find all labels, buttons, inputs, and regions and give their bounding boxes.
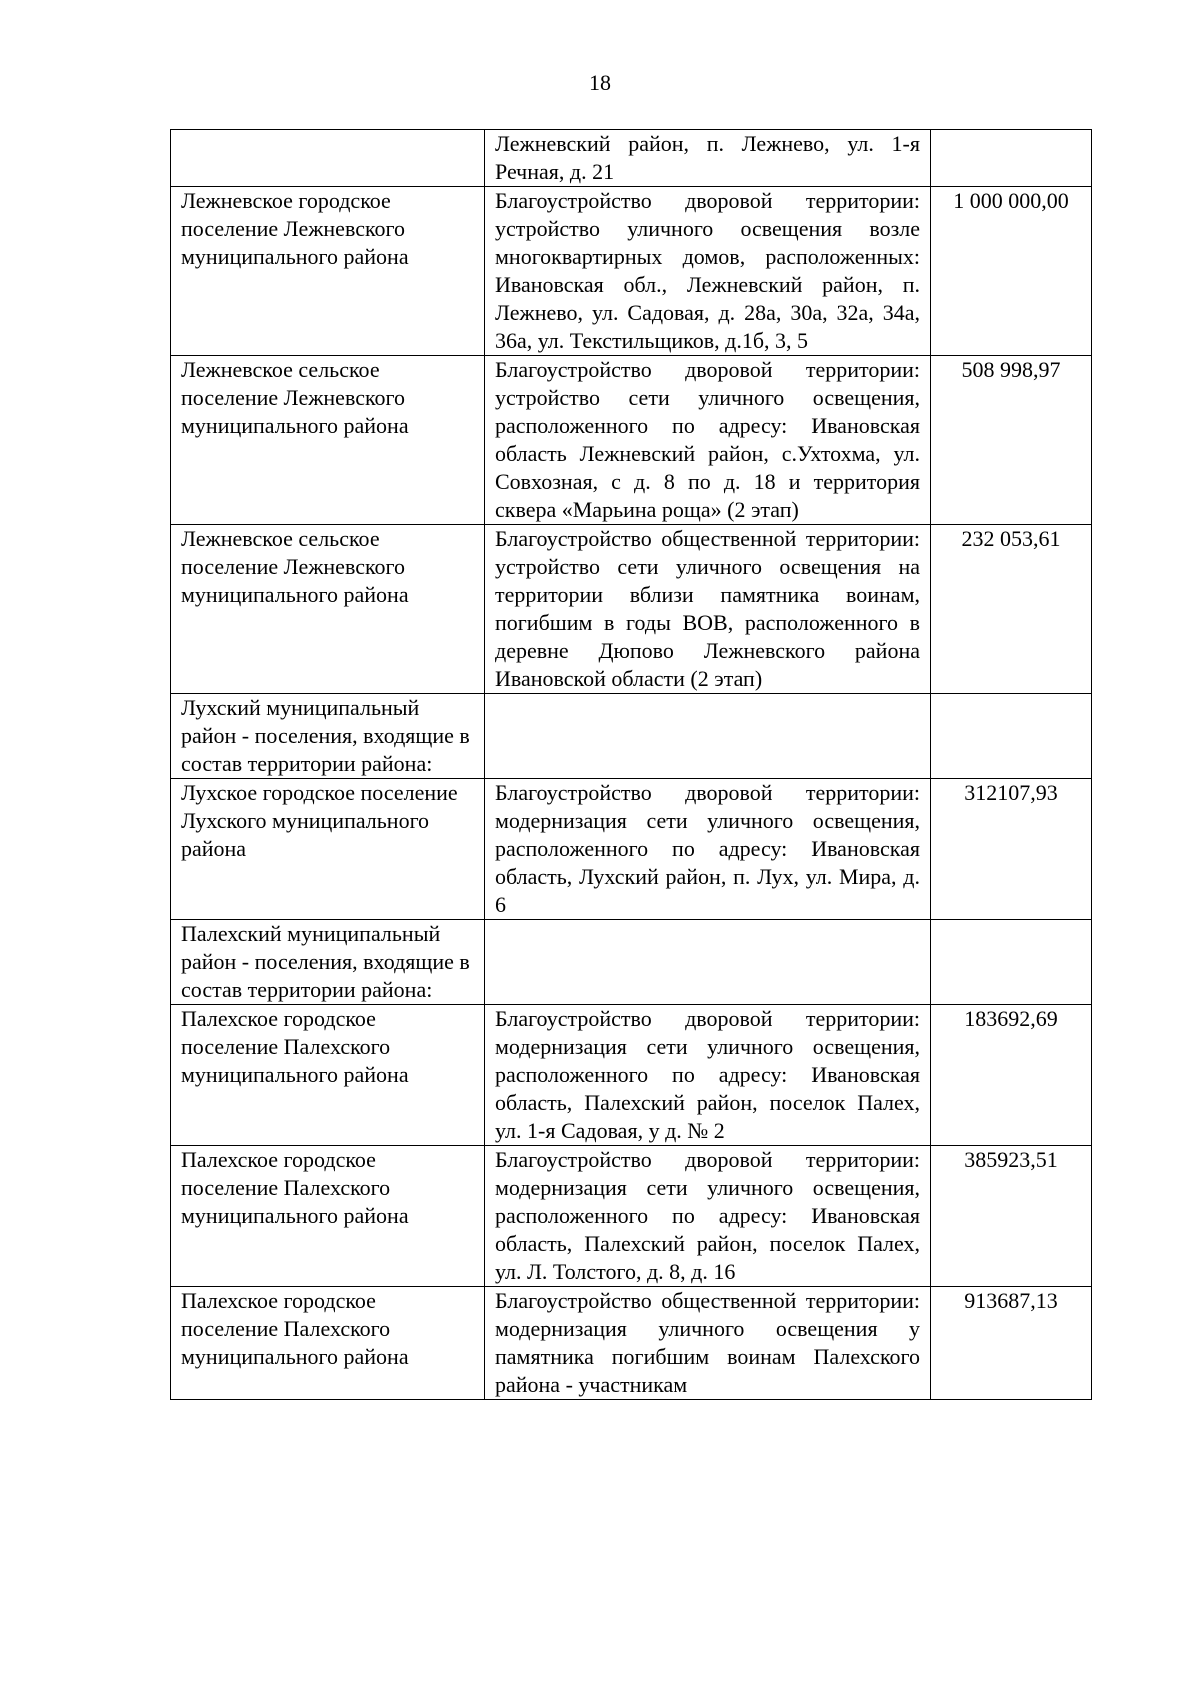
table-row: [171, 779, 1092, 920]
description-cell: Благоустройство дворовой территории: модернизация сети уличного освещения, расположенного по адресу: Ивановская область, Палехский район, поселок Палех, ул. 1-я Садовая, у д. № 2: [485, 1005, 931, 1146]
entity-cell: Лухский муниципальный район - поселения, входящие в состав территории района:: [171, 694, 485, 779]
amount-cell: [931, 694, 1092, 779]
allocation-table: [170, 129, 1092, 1400]
entity-cell: Лежневское городское поселение Лежневского муниципального района: [171, 187, 485, 356]
amount-cell: 508 998,97: [931, 356, 1092, 525]
table-row: [171, 356, 1092, 525]
table-row: [171, 694, 1092, 779]
amount-cell: 913687,13: [931, 1287, 1092, 1400]
description-cell: Лежневский район, п. Лежнево, ул. 1-я Речная, д. 21: [485, 130, 931, 187]
entity-cell: Палехское городское поселение Палехского муниципального района: [171, 1005, 485, 1146]
description-cell: Благоустройство дворовой территории: устройство сети уличного освещения, расположенного по адресу: Ивановская область Лежневский район, с.Ухтохма, ул. Совхозная, с д. 8 по д. 18 и территория сквера «Марьина роща» (2 этап): [485, 356, 931, 525]
table-row: [171, 920, 1092, 1005]
amount-cell: 385923,51: [931, 1146, 1092, 1287]
amount-cell: [931, 920, 1092, 1005]
entity-cell: Палехское городское поселение Палехского муниципального района: [171, 1287, 485, 1400]
description-cell: Благоустройство дворовой территории: модернизация сети уличного освещения, расположенного по адресу: Ивановская область, Палехский район, поселок Палех, ул. Л. Толстого, д. 8, д. 16: [485, 1146, 931, 1287]
description-cell: [485, 694, 931, 779]
amount-cell: 232 053,61: [931, 525, 1092, 694]
page-number: 18: [589, 70, 611, 95]
amount-cell: 183692,69: [931, 1005, 1092, 1146]
entity-cell: Лежневское сельское поселение Лежневского муниципального района: [171, 525, 485, 694]
description-cell: [485, 920, 931, 1005]
table-row: [171, 1005, 1092, 1146]
entity-cell: [171, 130, 485, 187]
description-cell: Благоустройство общественной территории: устройство сети уличного освещения на территории вблизи памятника воинам, погибшим в годы ВОВ, расположенного в деревне Дюпово Лежневского района Ивановской области (2 этап): [485, 525, 931, 694]
description-cell: Благоустройство общественной территории: модернизация уличного освещения у памятника погибшим воинам Палехского района - участникам: [485, 1287, 931, 1400]
description-cell: Благоустройство дворовой территории: модернизация сети уличного освещения, расположенного по адресу: Ивановская область, Лухский район, п. Лух, ул. Мира, д. 6: [485, 779, 931, 920]
table-row: [171, 130, 1092, 187]
entity-cell: Палехский муниципальный район - поселения, входящие в состав территории района:: [171, 920, 485, 1005]
amount-cell: 1 000 000,00: [931, 187, 1092, 356]
amount-cell: 312107,93: [931, 779, 1092, 920]
table-row: [171, 1146, 1092, 1287]
amount-cell: [931, 130, 1092, 187]
entity-cell: Лежневское сельское поселение Лежневского муниципального района: [171, 356, 485, 525]
table-row: [171, 525, 1092, 694]
description-cell: Благоустройство дворовой территории: устройство уличного освещения возле многоквартирных домов, расположенных: Ивановская обл., Лежневский район, п. Лежнево, ул. Садовая, д. 28а, 30а, 32а, 34а, 36а, ул. Текстильщиков, д.1б, 3, 5: [485, 187, 931, 356]
table-row: [171, 1287, 1092, 1400]
table-row: [171, 187, 1092, 356]
entity-cell: Палехское городское поселение Палехского муниципального района: [171, 1146, 485, 1287]
entity-cell: Лухское городское поселение Лухского муниципального района: [171, 779, 485, 920]
